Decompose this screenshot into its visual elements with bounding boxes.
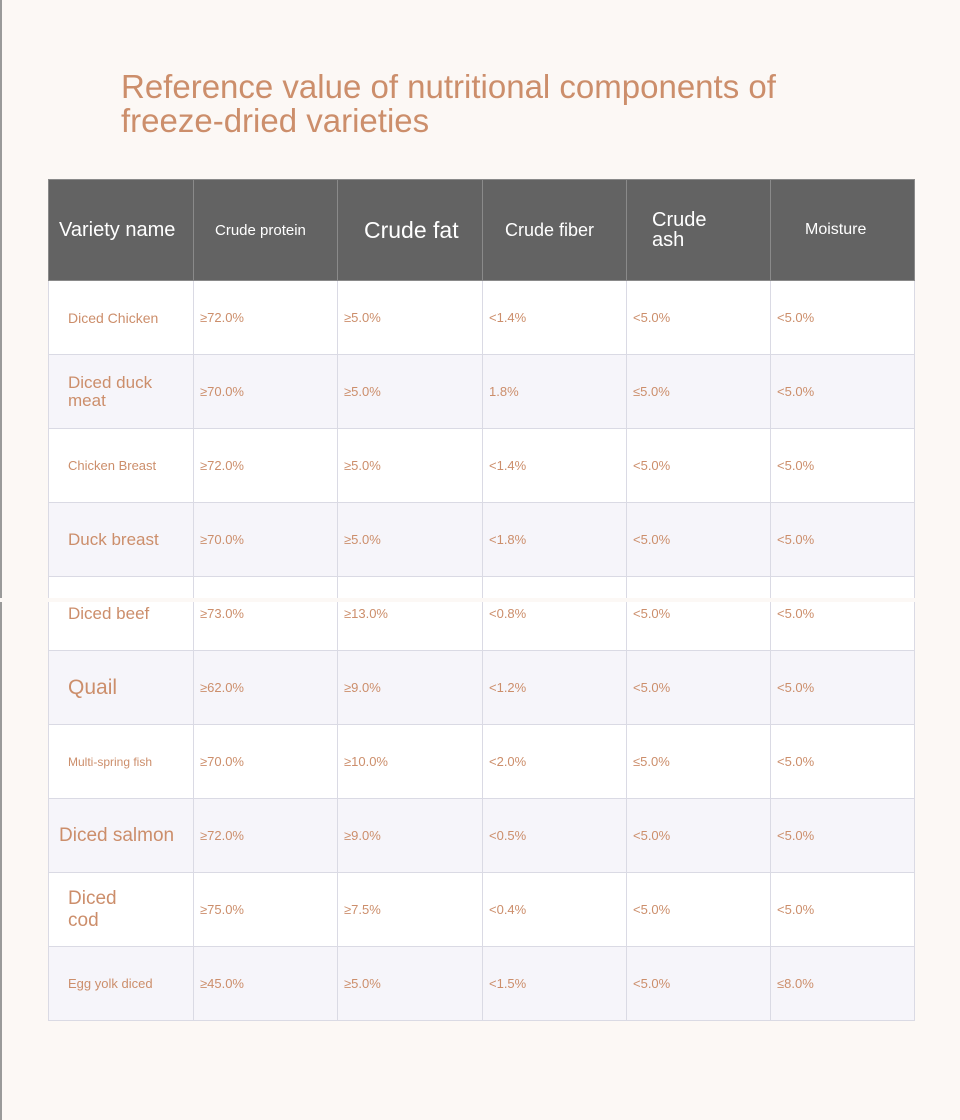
cell-fat: ≥7.5% — [338, 873, 483, 947]
table-row — [49, 281, 915, 355]
cell-fat: ≥5.0% — [338, 947, 483, 1021]
cell-fat: ≥9.0% — [338, 799, 483, 873]
cell-variety-label: Diced duck meat — [68, 372, 153, 410]
table-header — [49, 180, 915, 281]
cell-moisture: <5.0% — [771, 725, 915, 799]
cell-fat: ≥5.0% — [338, 429, 483, 503]
cell-moisture: <5.0% — [771, 873, 915, 947]
table-row — [49, 947, 915, 1021]
cell-fiber: <1.5% — [483, 947, 627, 1021]
cell-moisture: <5.0% — [771, 429, 915, 503]
cell-fat: ≥5.0% — [338, 355, 483, 429]
cell-fiber: 1.8% — [483, 355, 627, 429]
cell-ash: <5.0% — [627, 873, 771, 947]
cell-variety-label: Diced cod — [68, 887, 117, 931]
table-row — [49, 429, 915, 503]
cell-fiber: <1.4% — [483, 429, 627, 503]
cell-moisture: ≤8.0% — [771, 947, 915, 1021]
cell-ash: ≤5.0% — [627, 725, 771, 799]
cell-variety: Diced beef — [49, 577, 194, 651]
cell-protein: ≥45.0% — [194, 947, 338, 1021]
header-row — [49, 180, 915, 281]
cell-moisture: <5.0% — [771, 577, 915, 651]
cell-fat: ≥5.0% — [338, 503, 483, 577]
cell-ash: <5.0% — [627, 799, 771, 873]
cell-variety — [49, 873, 194, 947]
cell-fat: ≥13.0% — [338, 577, 483, 651]
cell-protein: ≥70.0% — [194, 503, 338, 577]
table-row — [49, 725, 915, 799]
header-crude-protein: Crude protein — [194, 180, 338, 281]
cell-moisture: <5.0% — [771, 503, 915, 577]
cell-fat: ≥5.0% — [338, 281, 483, 355]
cell-ash: <5.0% — [627, 651, 771, 725]
header-moisture: Moisture — [771, 180, 915, 281]
table-row — [49, 355, 915, 429]
cell-protein: ≥73.0% — [194, 577, 338, 651]
cell-variety: Multi-spring fish — [49, 725, 194, 799]
cell-moisture: <5.0% — [771, 799, 915, 873]
cell-fiber: <1.4% — [483, 281, 627, 355]
cell-ash: <5.0% — [627, 577, 771, 651]
cell-moisture: <5.0% — [771, 281, 915, 355]
cell-ash: ≤5.0% — [627, 355, 771, 429]
cell-fiber: <1.8% — [483, 503, 627, 577]
cell-ash: <5.0% — [627, 503, 771, 577]
header-crude-ash-label: Crude ash — [652, 209, 707, 251]
cell-protein: ≥70.0% — [194, 725, 338, 799]
table-row — [49, 873, 915, 947]
cell-fiber: <0.8% — [483, 577, 627, 651]
header-crude-fat: Crude fat — [338, 180, 483, 281]
cell-variety: Diced salmon — [49, 799, 194, 873]
cell-ash: <5.0% — [627, 947, 771, 1021]
cell-variety: Diced Chicken — [49, 281, 194, 355]
cell-fiber: <1.2% — [483, 651, 627, 725]
cell-fat: ≥9.0% — [338, 651, 483, 725]
cell-protein: ≥75.0% — [194, 873, 338, 947]
cell-protein: ≥72.0% — [194, 799, 338, 873]
header-variety-name: Variety name — [49, 180, 194, 281]
header-crude-ash — [627, 180, 771, 281]
page-title: Reference value of nutritional components of freeze-dried varieties — [121, 68, 776, 139]
cell-protein: ≥62.0% — [194, 651, 338, 725]
cell-moisture: <5.0% — [771, 355, 915, 429]
cell-fat: ≥10.0% — [338, 725, 483, 799]
cell-protein: ≥70.0% — [194, 355, 338, 429]
cell-variety: Duck breast — [49, 503, 194, 577]
cell-ash: <5.0% — [627, 281, 771, 355]
cell-protein: ≥72.0% — [194, 281, 338, 355]
image-seam — [0, 598, 960, 602]
cell-fiber: <2.0% — [483, 725, 627, 799]
cell-variety: Quail — [49, 651, 194, 725]
table-row — [49, 799, 915, 873]
cell-variety: Egg yolk diced — [49, 947, 194, 1021]
cell-ash: <5.0% — [627, 429, 771, 503]
cell-moisture: <5.0% — [771, 651, 915, 725]
table-row — [49, 577, 915, 651]
page-edge-line — [0, 0, 2, 1120]
cell-fiber: <0.4% — [483, 873, 627, 947]
cell-variety: Chicken Breast — [49, 429, 194, 503]
table-row — [49, 503, 915, 577]
cell-variety — [49, 355, 194, 429]
header-crude-fiber: Crude fiber — [483, 180, 627, 281]
table-body — [49, 281, 915, 1021]
cell-protein: ≥72.0% — [194, 429, 338, 503]
cell-fiber: <0.5% — [483, 799, 627, 873]
table-row — [49, 651, 915, 725]
